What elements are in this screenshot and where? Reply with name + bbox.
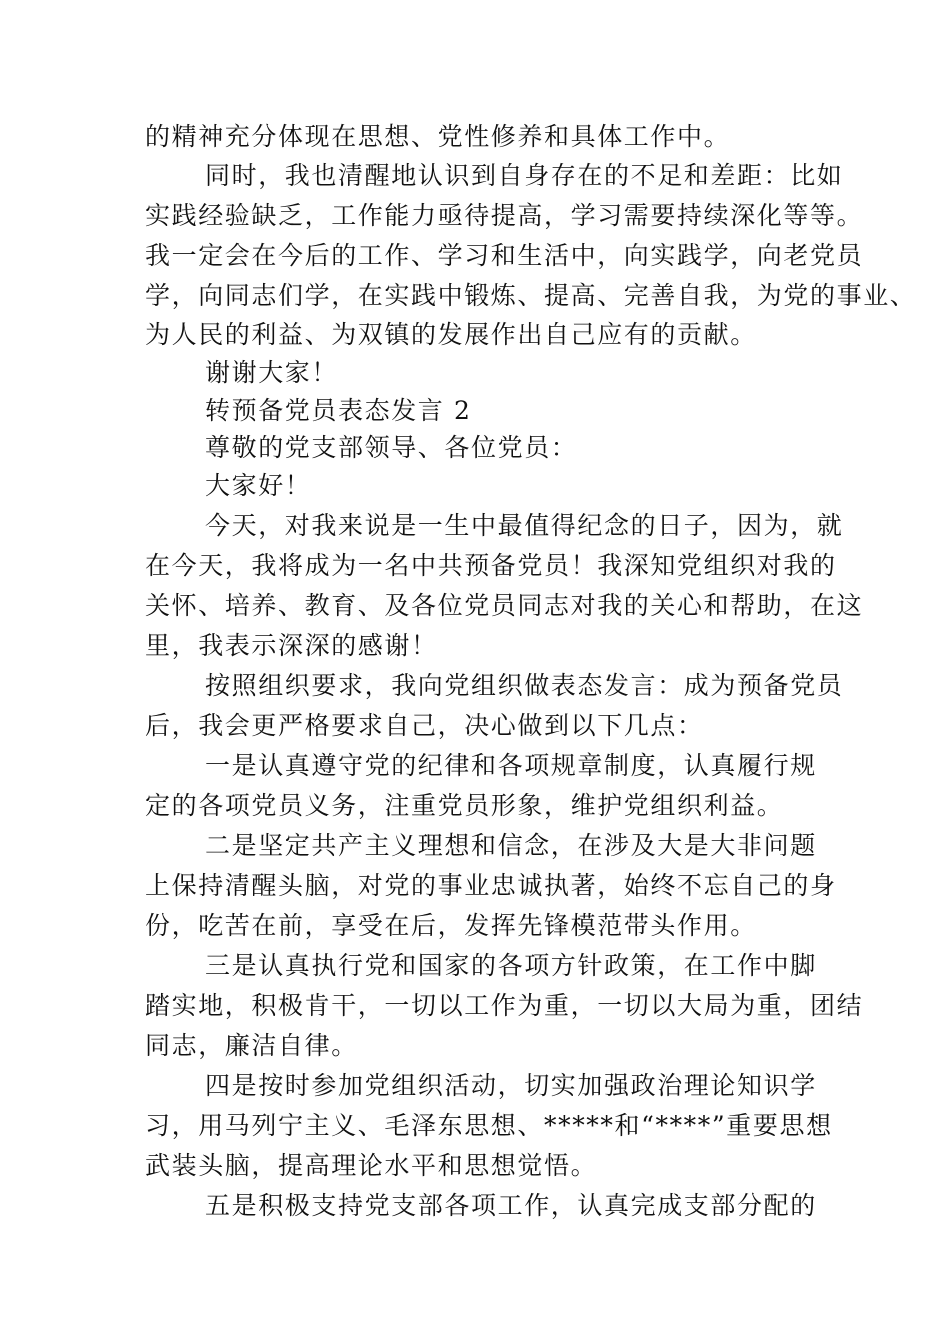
text-line: 五是积极支持党支部各项工作，认真完成支部分配的 [205, 1191, 817, 1220]
text-line: 定的各项党员义务，注重党员形象，维护党组织利益。 [145, 791, 784, 820]
text-line: 今天，对我来说是一生中最值得纪念的日子，因为，就 [205, 511, 844, 540]
text-line: 二是坚定共产主义理想和信念，在涉及大是大非问题 [205, 831, 817, 860]
text-line: 后，我会更严格要求自己，决心做到以下几点： [145, 711, 704, 740]
text-line: 按照组织要求，我向党组织做表态发言：成为预备党员 [205, 671, 844, 700]
text-line: 为人民的利益、为双镇的发展作出自己应有的贡献。 [145, 320, 757, 349]
text-line: 里，我表示深深的感谢！ [145, 631, 438, 660]
text-line: 同时，我也清醒地认识到自身存在的不足和差距：比如 [205, 161, 844, 190]
text-line: 武装头脑，提高理论水平和思想觉悟。 [145, 1151, 598, 1180]
text-line: 在今天，我将成为一名中共预备党员！我深知党组织对我的 [145, 551, 837, 580]
text-line: 实践经验缺乏，工作能力亟待提高，学习需要持续深化等等。 [145, 201, 864, 230]
text-line: 的精神充分体现在思想、党性修养和具体工作中。 [145, 122, 731, 151]
text-line: 学，向同志们学，在实践中锻炼、提高、完善自我，为党的事业、 [145, 281, 917, 310]
text-line: 一是认真遵守党的纪律和各项规章制度，认真履行规 [205, 751, 817, 780]
greeting: 大家好！ [205, 471, 312, 500]
section-title: 转预备党员表态发言 2 [205, 396, 472, 425]
text-line: 同志，廉洁自律。 [145, 1031, 358, 1060]
text-line: 关怀、培养、教育、及各位党员同志对我的关心和帮助，在这 [145, 591, 864, 620]
salutation: 尊敬的党支部领导、各位党员： [205, 433, 578, 462]
text-line: 四是按时参加党组织活动，切实加强政治理论知识学 [205, 1071, 817, 1100]
text-line: 三是认真执行党和国家的各项方针政策，在工作中脚 [205, 951, 817, 980]
text-line: 踏实地，积极肯干，一切以工作为重，一切以大局为重，团结 [145, 991, 864, 1020]
text-line: 份，吃苦在前，享受在后，发挥先锋模范带头作用。 [145, 911, 757, 940]
text-line: 习，用马列宁主义、毛泽东思想、*****和“****”重要思想 [145, 1111, 833, 1140]
text-line: 我一定会在今后的工作、学习和生活中，向实践学，向老党员 [145, 241, 864, 270]
closing-thanks: 谢谢大家！ [205, 358, 339, 387]
text-line: 上保持清醒头脑，对党的事业忠诚执著，始终不忘自己的身 [145, 871, 837, 900]
